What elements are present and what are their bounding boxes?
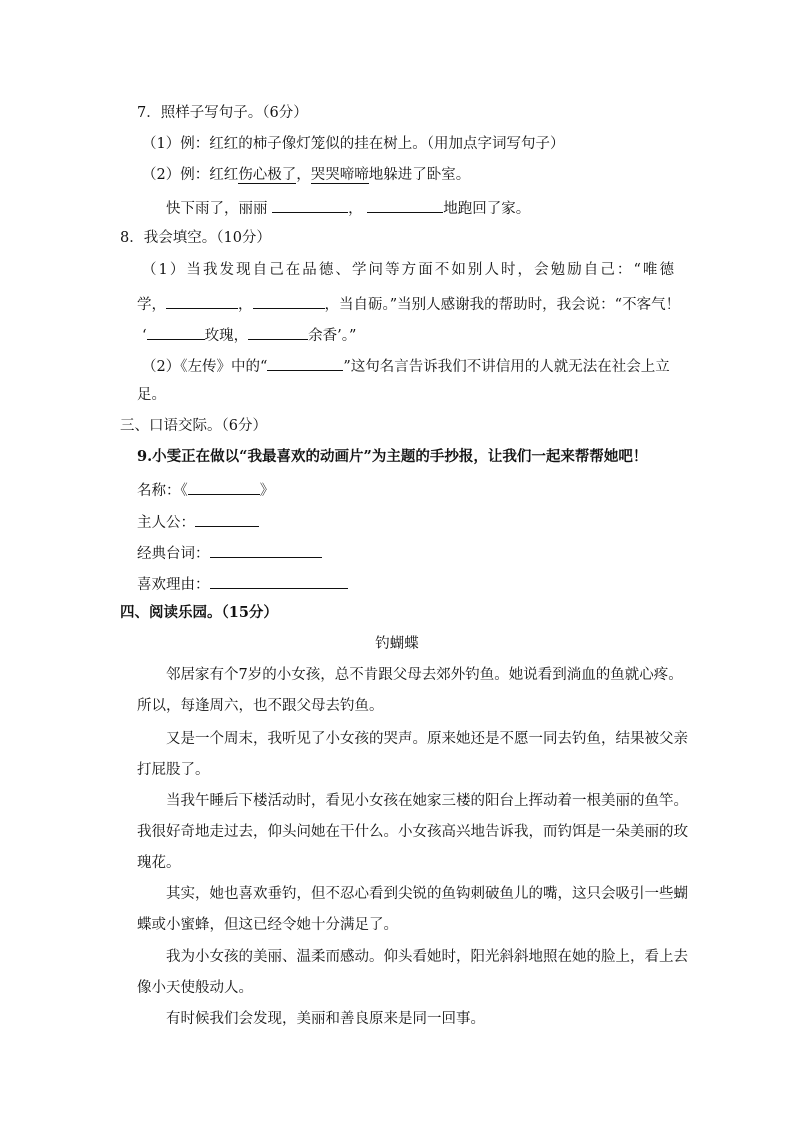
- q9-prompt: 9.小雯正在做以“我最喜欢的动画片”为主题的手抄报，让我们一起来帮帮她吧！: [137, 448, 648, 465]
- q8-p1-line1: （1）当我发现自己在品德、学问等方面不如别人时，会勉励自己：“唯德: [142, 262, 674, 278]
- q8-p2-line1-b: ”这句名言告诉我们不讲信用的人就无法在社会上立: [343, 359, 670, 375]
- sec4-title: 四、阅读乐园。（15分）: [120, 604, 278, 621]
- para6-line1: 有时候我们会发现，美丽和善良原来是同一回事。: [166, 1011, 485, 1027]
- answer-blank[interactable]: [267, 354, 343, 371]
- q8-p2-line1-a: （2）《左传》中的“: [142, 359, 268, 375]
- para4-line1: 其实，她也喜欢垂钓，但不忍心看到尖锐的鱼钩刺破鱼儿的嘴，这只会吸引一些蝴: [166, 886, 688, 902]
- q7-sub1: （1）例：红红的柿子像灯笼似的挂在树上。（用加点字词写句子）: [142, 136, 565, 152]
- q8-p1-line2: [137, 292, 680, 315]
- para3-line2: 我很好奇地走过去，仰头问她在干什么。小女孩高兴地告诉我，而钓饵是一朵美丽的玫: [137, 824, 688, 840]
- q7-sub2-prefix: （2）例：红红: [142, 167, 239, 183]
- hero-label: 主人公：: [137, 515, 195, 531]
- q7-sub2-comma: ，: [296, 167, 311, 183]
- name-input[interactable]: [188, 478, 260, 495]
- q8-p1-line3-b: 玫瑰，: [204, 328, 249, 344]
- answer-blank[interactable]: [147, 323, 205, 340]
- q8-p1-line2-b: ，: [238, 297, 253, 313]
- q7-fill: [166, 196, 530, 219]
- answer-blank[interactable]: [367, 196, 443, 213]
- name-label: 名称：《: [137, 483, 188, 499]
- field-hero: [137, 510, 259, 533]
- para4-line2: 蝶或小蜜蜂，但这已经令她十分满足了。: [137, 917, 398, 933]
- reason-label: 喜欢理由：: [137, 577, 210, 593]
- name-close: 》: [259, 483, 275, 499]
- answer-blank[interactable]: [248, 323, 308, 340]
- para2-line2: 打屁股了。: [137, 762, 210, 778]
- para2-line1: 又是一个周末，我听见了小女孩的哭声。原来她还是不愿一同去钓鱼，结果被父亲: [166, 731, 688, 747]
- para3-line1: 当我午睡后下楼活动时，看见小女孩在她家三楼的阳台上挥动着一根美丽的鱼竿。: [166, 793, 688, 809]
- reason-input[interactable]: [210, 572, 348, 589]
- q7-sub2-suffix: 地躲进了卧室。: [368, 167, 471, 183]
- q7-fill-sep: ，: [348, 201, 363, 217]
- q7-fill-prefix: 快下雨了，丽丽: [166, 201, 268, 217]
- q7-title: 7．照样子写句子。（6分）: [137, 105, 308, 121]
- article-title: 钓蝴蝶: [375, 636, 419, 652]
- q8-p1-line3-a: ‘: [142, 328, 147, 344]
- answer-blank[interactable]: [272, 196, 348, 213]
- q7-sub2-underlined-2: 哭哭啼啼: [310, 167, 369, 183]
- hero-input[interactable]: [195, 510, 259, 527]
- para5-line2: 像小天使般动人。: [137, 980, 253, 996]
- q7-sub2-underlined-1: 伤心极了: [238, 167, 297, 183]
- answer-blank[interactable]: [166, 292, 238, 309]
- q8-p2-line1: [142, 354, 670, 377]
- q8-p1-line2-a: 学，: [137, 297, 166, 313]
- answer-blank[interactable]: [253, 292, 325, 309]
- para1-line1: 邻居家有个7岁的小女孩，总不肯跟父母去郊外钓鱼。她说看到淌血的鱼就心疼。: [166, 667, 683, 683]
- para1-line2: 所以，每逢周六，也不跟父母去钓鱼。: [137, 698, 384, 714]
- field-quote: [137, 541, 322, 564]
- q8-p2-line2: 足。: [137, 387, 166, 403]
- q7-sub2: [142, 165, 470, 185]
- quote-label: 经典台词：: [137, 546, 210, 562]
- q8-p1-line2-c: ，当自砺。”当别人感谢我的帮助时，我会说：“不客气！: [324, 297, 681, 313]
- sec3-title: 三、口语交际。（6分）: [120, 418, 267, 434]
- para5-line1: 我为小女孩的美丽、温柔而感动。仰头看她时，阳光斜斜地照在她的脸上，看上去: [166, 949, 688, 965]
- q8-p1-line3-c: 余香’。”: [308, 328, 357, 344]
- para3-line3: 瑰花。: [137, 855, 181, 871]
- field-name: [137, 478, 274, 501]
- q7-fill-suffix: 地跑回了家。: [443, 201, 531, 217]
- field-reason: [137, 572, 348, 595]
- q8-p1-line3: [142, 323, 356, 346]
- q8-title: 8．我会填空。（10分）: [120, 230, 271, 246]
- quote-input[interactable]: [210, 541, 322, 558]
